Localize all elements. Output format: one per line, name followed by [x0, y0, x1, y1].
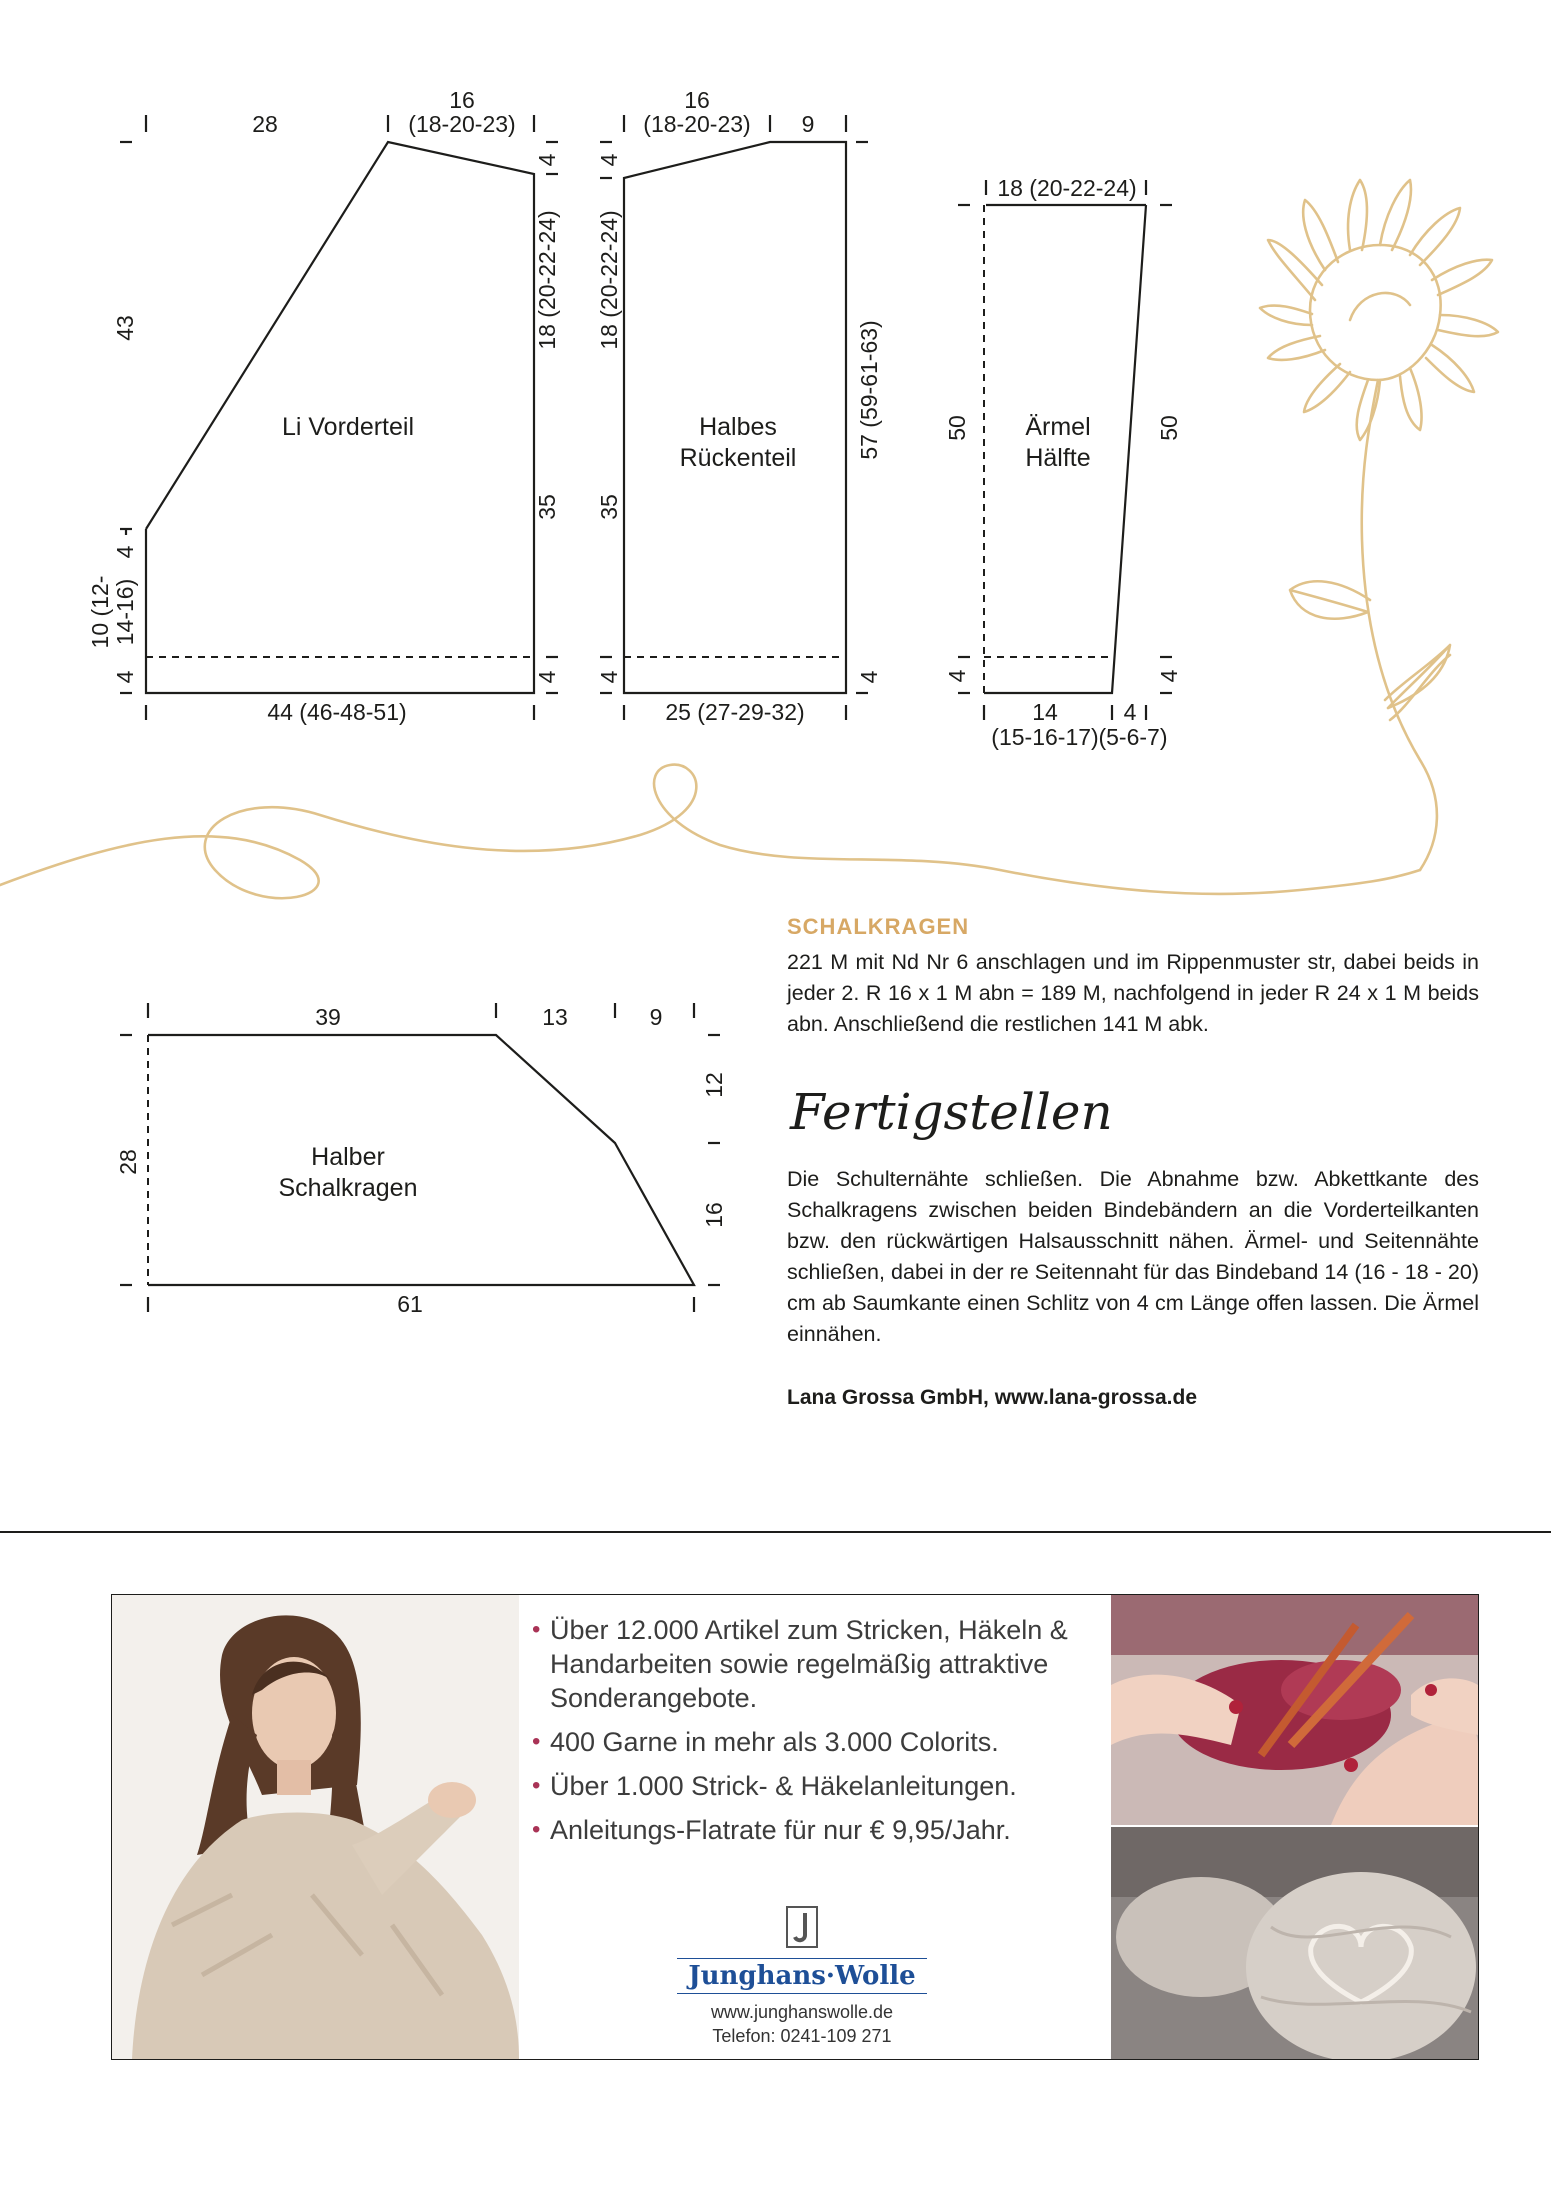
sleeve-dim-left: 50 — [944, 415, 970, 441]
schalkragen-text: 221 M mit Nd Nr 6 anschlagen und im Rippenmuster str, dabei beids in jeder 2. R 16 x 1 M abn = 189 M, nachfolgend in jeder R 24 x 1 M beids abn. Anschließend die restlichen 141 M abk. — [787, 950, 1479, 1036]
sleeve-dim-right-hem: 4 — [1156, 669, 1182, 683]
collar-dim-bottom: 61 — [397, 1291, 423, 1317]
back-dim-neck: 9 — [801, 111, 815, 137]
collar-label-2: Schalkragen — [278, 1174, 418, 1202]
back-dim-total: 57 (59-61-63) — [856, 320, 882, 460]
front-dim-slit-2: 14-16) — [112, 578, 138, 646]
back-dim-bottom: 25 (27-29-32) — [665, 699, 805, 725]
junghans-logo[interactable] — [652, 1905, 952, 2048]
collar-dim-right-upper: 12 — [701, 1072, 727, 1098]
sleeve-dim-right: 50 — [1156, 415, 1182, 441]
schalkragen-heading: SCHALKRAGEN — [787, 914, 970, 939]
yarn-balls-image — [1111, 1827, 1478, 2059]
front-dim-slit-1: 10 (12- — [87, 575, 113, 649]
advert-bullet: • Über 1.000 Strick- & Häkelanleitungen. — [532, 1769, 1132, 1803]
front-dim-side: 35 — [534, 494, 560, 520]
woman-in-sweater-image — [112, 1595, 519, 2059]
front-dim-left-hem: 4 — [112, 670, 138, 684]
collar-label-1: Halber — [311, 1143, 385, 1171]
sleeve-dim-side-2: (5-6-7) — [1098, 724, 1168, 750]
sleeve-dim-bottom-2: (15-16-17) — [991, 724, 1099, 750]
sleeve-label-1: Ärmel — [1025, 413, 1091, 441]
collar-dim-left: 28 — [115, 1149, 141, 1175]
advert-bullet: • Anleitungs-Flatrate für nur € 9,95/Jahr. — [532, 1813, 1132, 1847]
collar-dimension-ticks — [120, 1003, 720, 1312]
back-dim-left-top: 4 — [596, 153, 622, 167]
collar-outline — [148, 1035, 694, 1285]
advert-website-link[interactable]: www.junghanswolle.de — [710, 2002, 894, 2022]
back-dim-armhole: 18 (20-22-24) — [596, 210, 622, 350]
back-dim-shoulder-2: (18-20-23) — [643, 111, 751, 137]
front-dim-left-upper: 43 — [112, 315, 138, 341]
collar-dim-top-right: 9 — [649, 1004, 663, 1030]
front-piece-label: Li Vorderteil — [281, 413, 415, 441]
advert-bullet: • 400 Garne in mehr als 3.000 Colorits. — [532, 1725, 1132, 1759]
sleeve-dim-top: 18 (20-22-24) — [997, 175, 1137, 201]
fertigstellen-text: Die Schulternähte schließen. Die Abnahme bzw. Abkettkante des Schalkragens zwischen beiden Bindebändern an die Vorderteilkanten bzw. den rückwärtigen Halsausschnitt nähen. Ärmel- und Seitennähte schließen, dabei in der re Seitennaht für das Bindeband 14 (16 - 18 - 20) cm ab Saumkante einen Schlitz von 4 cm Länge offen lassen. Die Ärmel einnähen. — [787, 1167, 1479, 1346]
back-dim-shoulder-1: 16 — [684, 87, 710, 113]
junghans-advert[interactable] — [111, 1594, 1479, 2060]
advert-bullet: • Über 12.000 Artikel zum Stricken, Häkeln & Handarbeiten sowie regelmäßig attraktive Sonderangebote. — [532, 1613, 1132, 1715]
back-piece-label-1: Halbes — [699, 413, 777, 441]
front-dim-left-neck: 4 — [112, 545, 138, 559]
sleeve-dim-bottom-1: 14 — [1032, 699, 1058, 725]
front-dim-shoulder-1: 16 — [449, 87, 475, 113]
front-dim-shoulder-2: (18-20-23) — [408, 111, 516, 137]
advert-phone: Telefon: 0241-109 271 — [712, 2026, 892, 2046]
junghans-brand-name: Junghans·Wolle — [688, 1961, 916, 1991]
sleeve-dim-left-hem: 4 — [944, 669, 970, 683]
junghans-emblem-icon — [785, 1905, 819, 1949]
back-piece-diagram — [590, 80, 890, 740]
collar-dim-top-mid: 13 — [542, 1004, 568, 1030]
back-dim-left-hem: 4 — [596, 670, 622, 684]
back-piece-label-2: Rückenteil — [679, 444, 797, 472]
front-dim-armhole: 18 (20-22-24) — [534, 210, 560, 350]
advert-text-block — [532, 1613, 1132, 1857]
sleeve-dim-side-1: 4 — [1123, 699, 1137, 725]
front-piece-diagram — [80, 80, 560, 740]
front-dim-top-left: 28 — [252, 111, 278, 137]
knitting-hands-image — [1111, 1595, 1478, 1825]
page-divider — [0, 1531, 1551, 1533]
collar-dim-top-left: 39 — [315, 1004, 341, 1030]
fertigstellen-heading: Fertigstellen — [790, 1083, 1113, 1141]
sleeve-label-2: Hälfte — [1025, 444, 1091, 472]
sleeve-diagram — [940, 160, 1210, 760]
publisher-credit: Lana Grossa GmbH, www.lana-grossa.de — [787, 1386, 1198, 1409]
back-dim-right-hem: 4 — [856, 670, 882, 684]
back-dim-side: 35 — [596, 494, 622, 520]
collar-diagram — [100, 995, 740, 1340]
front-dim-bottom: 44 (46-48-51) — [267, 699, 407, 725]
advert-bullet-list — [532, 1613, 1132, 1847]
front-dim-right-top: 4 — [534, 153, 560, 167]
front-dim-right-hem: 4 — [534, 670, 560, 684]
collar-dim-right-lower: 16 — [701, 1202, 727, 1228]
